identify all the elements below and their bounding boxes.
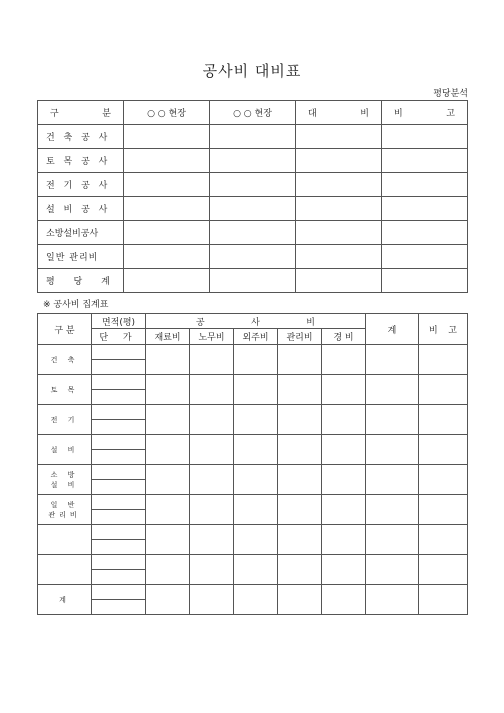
row-label: 소 방 설 비	[38, 465, 92, 495]
cell[interactable]	[146, 585, 190, 615]
table-row	[38, 555, 468, 570]
row-label	[38, 525, 92, 555]
cell[interactable]	[322, 345, 366, 375]
row-label: 전 기 공 사	[38, 173, 124, 197]
header-management: 관리비	[278, 329, 322, 345]
cell[interactable]	[366, 465, 419, 495]
header-unit-price: 단 가	[92, 329, 146, 345]
cell[interactable]	[382, 269, 468, 293]
cell[interactable]	[190, 435, 234, 465]
cell[interactable]	[190, 345, 234, 375]
cell[interactable]	[419, 375, 468, 405]
cell[interactable]	[419, 585, 468, 615]
unit-price-cell[interactable]	[92, 450, 146, 465]
cell[interactable]	[322, 495, 366, 525]
table-row	[38, 173, 468, 197]
cell[interactable]	[210, 173, 296, 197]
cell[interactable]	[278, 435, 322, 465]
summary-note: ※ 공사비 집계표	[43, 300, 109, 310]
cell[interactable]	[419, 555, 468, 585]
row-label: 계	[38, 585, 92, 615]
cell[interactable]	[146, 555, 190, 585]
cell[interactable]	[419, 495, 468, 525]
unit-price-cell[interactable]	[92, 480, 146, 495]
cell[interactable]	[124, 269, 210, 293]
row-label: 소방설비공사	[38, 221, 124, 245]
header-site-b: ○ ○ 현장	[210, 101, 296, 125]
cell[interactable]	[124, 245, 210, 269]
row-label: 설 비 공 사	[38, 197, 124, 221]
cell[interactable]	[124, 149, 210, 173]
cell[interactable]	[278, 465, 322, 495]
cell[interactable]	[234, 375, 278, 405]
area-cell[interactable]	[92, 375, 146, 390]
cell[interactable]	[210, 245, 296, 269]
comparison-table	[37, 100, 468, 293]
cell[interactable]	[146, 405, 190, 435]
cell[interactable]	[146, 375, 190, 405]
cell[interactable]	[210, 125, 296, 149]
cell[interactable]	[366, 375, 419, 405]
table-row	[38, 375, 468, 390]
cell[interactable]	[382, 173, 468, 197]
cell[interactable]	[419, 525, 468, 555]
cell[interactable]	[234, 435, 278, 465]
cell[interactable]	[419, 345, 468, 375]
table-row	[38, 221, 468, 245]
row-label: 건 축 공 사	[38, 125, 124, 149]
unit-price-cell[interactable]	[92, 360, 146, 375]
cell[interactable]	[190, 525, 234, 555]
area-cell[interactable]	[92, 525, 146, 540]
header-expense: 경 비	[322, 329, 366, 345]
cell[interactable]	[322, 465, 366, 495]
cell[interactable]	[322, 435, 366, 465]
cell[interactable]	[146, 465, 190, 495]
cell[interactable]	[124, 197, 210, 221]
cell[interactable]	[278, 495, 322, 525]
cell[interactable]	[366, 435, 419, 465]
cell[interactable]	[322, 375, 366, 405]
cell[interactable]	[382, 125, 468, 149]
header-material: 재료비	[146, 329, 190, 345]
table-row	[38, 125, 468, 149]
table-row	[38, 525, 468, 540]
unit-price-cell[interactable]	[92, 540, 146, 555]
cell[interactable]	[278, 555, 322, 585]
page-title: 공사비 대비표	[202, 62, 302, 80]
header-gubun: 구 분	[38, 101, 124, 125]
cell[interactable]	[419, 405, 468, 435]
cell[interactable]	[296, 245, 382, 269]
table-row	[38, 465, 468, 480]
row-label: 평 당 계	[38, 269, 124, 293]
cell[interactable]	[190, 375, 234, 405]
cell[interactable]	[296, 173, 382, 197]
header-remarks: 비 고	[382, 101, 468, 125]
cell[interactable]	[366, 585, 419, 615]
table-row	[38, 149, 468, 173]
cell[interactable]	[210, 197, 296, 221]
row-label: 설 비	[38, 435, 92, 465]
row-label: 토 목 공 사	[38, 149, 124, 173]
cell[interactable]	[296, 197, 382, 221]
cell[interactable]	[366, 345, 419, 375]
cell[interactable]	[382, 197, 468, 221]
table-row	[38, 269, 468, 293]
cell[interactable]	[382, 149, 468, 173]
cell[interactable]	[419, 465, 468, 495]
comparison-header-row	[38, 101, 468, 125]
row-label: 토 목	[38, 375, 92, 405]
header-remarks: 비 고	[419, 314, 468, 345]
table-row	[38, 585, 468, 600]
header-area: 면적(평)	[92, 314, 146, 329]
cell[interactable]	[146, 435, 190, 465]
unit-price-cell[interactable]	[92, 510, 146, 525]
cell[interactable]	[296, 125, 382, 149]
cell[interactable]	[124, 173, 210, 197]
cell[interactable]	[366, 495, 419, 525]
cell[interactable]	[278, 405, 322, 435]
cell[interactable]	[234, 525, 278, 555]
cell[interactable]	[278, 585, 322, 615]
cell[interactable]	[190, 495, 234, 525]
table-row	[38, 345, 468, 360]
summary-table	[37, 313, 468, 615]
area-cell[interactable]	[92, 345, 146, 360]
unit-price-cell[interactable]	[92, 570, 146, 585]
row-label: 전 기	[38, 405, 92, 435]
cell[interactable]	[190, 405, 234, 435]
header-labor: 노무비	[190, 329, 234, 345]
header-compare: 대 비	[296, 101, 382, 125]
cell[interactable]	[210, 221, 296, 245]
cell[interactable]	[234, 495, 278, 525]
unit-price-cell[interactable]	[92, 420, 146, 435]
header-gubun: 구 분	[38, 314, 92, 345]
cell[interactable]	[210, 149, 296, 173]
cell[interactable]	[366, 525, 419, 555]
cell[interactable]	[190, 465, 234, 495]
area-cell[interactable]	[92, 585, 146, 600]
cell[interactable]	[146, 495, 190, 525]
cell[interactable]	[296, 269, 382, 293]
row-label: 일 반 관리비	[38, 495, 92, 525]
cell[interactable]	[210, 269, 296, 293]
cell[interactable]	[419, 435, 468, 465]
row-label: 건 축	[38, 345, 92, 375]
cell[interactable]	[234, 405, 278, 435]
header-outsource: 외주비	[234, 329, 278, 345]
cell[interactable]	[278, 345, 322, 375]
cell[interactable]	[366, 555, 419, 585]
cell[interactable]	[322, 555, 366, 585]
cell[interactable]	[234, 465, 278, 495]
cell[interactable]	[296, 221, 382, 245]
header-total: 계	[366, 314, 419, 345]
area-cell[interactable]	[92, 555, 146, 570]
cell[interactable]	[234, 555, 278, 585]
table-row	[38, 495, 468, 510]
cell[interactable]	[296, 149, 382, 173]
table-row	[38, 245, 468, 269]
cell[interactable]	[366, 405, 419, 435]
header-cost: 공 사 비	[146, 314, 366, 329]
cell[interactable]	[322, 585, 366, 615]
table-row	[38, 197, 468, 221]
area-cell[interactable]	[92, 435, 146, 450]
cell[interactable]	[190, 555, 234, 585]
unit-price-cell[interactable]	[92, 600, 146, 615]
area-cell[interactable]	[92, 495, 146, 510]
cell[interactable]	[234, 345, 278, 375]
cell[interactable]	[124, 125, 210, 149]
row-label: 일반 관리비	[38, 245, 124, 269]
cell[interactable]	[382, 221, 468, 245]
cell[interactable]	[124, 221, 210, 245]
cell[interactable]	[190, 585, 234, 615]
summary-header-row-1	[38, 314, 468, 329]
cell[interactable]	[146, 525, 190, 555]
cell[interactable]	[146, 345, 190, 375]
area-cell[interactable]	[92, 405, 146, 420]
table-row	[38, 405, 468, 420]
cell[interactable]	[382, 245, 468, 269]
header-site-a: ○ ○ 현장	[124, 101, 210, 125]
cell[interactable]	[322, 405, 366, 435]
cell[interactable]	[278, 525, 322, 555]
row-label	[38, 555, 92, 585]
unit-price-cell[interactable]	[92, 390, 146, 405]
cell[interactable]	[322, 525, 366, 555]
area-cell[interactable]	[92, 465, 146, 480]
cell[interactable]	[234, 585, 278, 615]
cell[interactable]	[278, 375, 322, 405]
table-row	[38, 435, 468, 450]
unit-label: 평당분석	[433, 89, 468, 99]
